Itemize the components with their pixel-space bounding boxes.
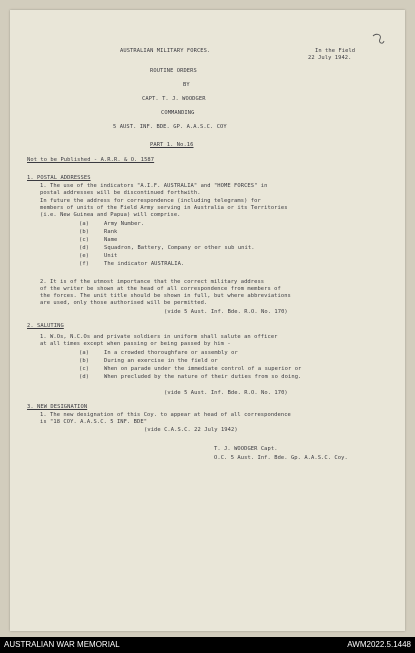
unit-name: 5 AUST. INF. BDE. GP. A.A.S.C. COY [113, 124, 227, 130]
officer-name: CAPT. T. J. WOODGER [142, 96, 206, 102]
list-item: When precluded by the nature of their duties from so doing. [104, 374, 302, 380]
by-line: BY [183, 82, 190, 88]
paragraph-line: In future the address for correspondence (including telegrams) for [40, 198, 261, 204]
list-marker: (c) [79, 366, 90, 372]
list-marker: (d) [79, 245, 90, 251]
list-item: When on parade under the immediate control of a superior or [104, 366, 302, 372]
paragraph-line: is "18 COY. A.A.S.C. 5 INF. BDE" [40, 419, 148, 425]
handwritten-mark [370, 32, 386, 48]
signature-title: O.C. 5 Aust. Inf. Bde. Gp. A.A.S.C. Coy. [214, 455, 348, 461]
location: In the Field [315, 48, 356, 54]
paragraph-line: are used, only those authorised will be permitted. [40, 300, 208, 306]
list-marker: (a) [79, 221, 90, 227]
part-number: PART 1. No.16 [150, 142, 194, 148]
list-item: Squadron, Battery, Company or other sub unit. [104, 245, 255, 251]
list-item: During an exercise in the field or [104, 358, 218, 364]
archive-footer [0, 637, 415, 653]
paragraph-line: 1. The use of the indicators "A.I.F. AUSTRALIA" and "HOME FORCES" in [40, 183, 268, 189]
list-marker: (d) [79, 374, 90, 380]
org-heading: AUSTRALIAN MILITARY FORCES. [120, 48, 211, 54]
date: 22 July 1942. [308, 55, 352, 61]
orders-title: ROUTINE ORDERS [150, 68, 197, 74]
reference: (vide C.A.S.C. 22 July 1942) [144, 427, 238, 433]
list-item: Rank [104, 229, 118, 235]
reference: (vide 5 Aust. Inf. Bde. R.O. No. 170) [164, 390, 288, 396]
section-heading: 1. POSTAL ADDRESSES [27, 175, 91, 181]
archive-name: AUSTRALIAN WAR MEMORIAL [4, 640, 120, 649]
document-page [10, 10, 405, 631]
commanding-line: COMMANDING [161, 110, 195, 116]
list-item: Name [104, 237, 118, 243]
paragraph-line: at all times except when passing or being passed by him - [40, 341, 231, 347]
list-marker: (f) [79, 261, 90, 267]
paragraph-line: 2. It is of the utmost importance that the correct military address [40, 279, 265, 285]
archive-id: AWM2022.5.1448 [347, 640, 411, 649]
list-marker: (e) [79, 253, 90, 259]
paragraph-line: members of units of the Field Army serving in Australia or its Territories [40, 205, 288, 211]
section-heading: 2. SALUTING [27, 323, 64, 329]
publication-note: Not to be Published - A.R.R. & O. 1587 [27, 157, 155, 163]
paragraph-line: 1. The new designation of this Coy. to appear at head of all correspondence [40, 412, 291, 418]
list-marker: (c) [79, 237, 90, 243]
paragraph-line: (i.e. New Guinea and Papua) will comprise. [40, 212, 181, 218]
paragraph-line: postal addresses will be discontinued forthwith. [40, 190, 201, 196]
paragraph-line: 1. W.Os, N.C.Os and private soldiers in uniform shall salute an officer [40, 334, 278, 340]
list-marker: (b) [79, 229, 90, 235]
list-item: In a crowded thoroughfare or assembly or [104, 350, 238, 356]
list-marker: (a) [79, 350, 90, 356]
list-item: Unit [104, 253, 118, 259]
list-item: The indicator AUSTRALIA. [104, 261, 185, 267]
section-heading: 3. NEW DESIGNATION [27, 404, 88, 410]
paragraph-line: of the writer be shown at the head of all correspondence from members of [40, 286, 281, 292]
signature-name: T. J. WOODGER Capt. [214, 446, 278, 452]
reference: (vide 5 Aust. Inf. Bde. R.O. No. 170) [164, 309, 288, 315]
list-marker: (b) [79, 358, 90, 364]
list-item: Army Number. [104, 221, 145, 227]
paragraph-line: the forces. The unit title should be shown in full, but where abbreviations [40, 293, 291, 299]
